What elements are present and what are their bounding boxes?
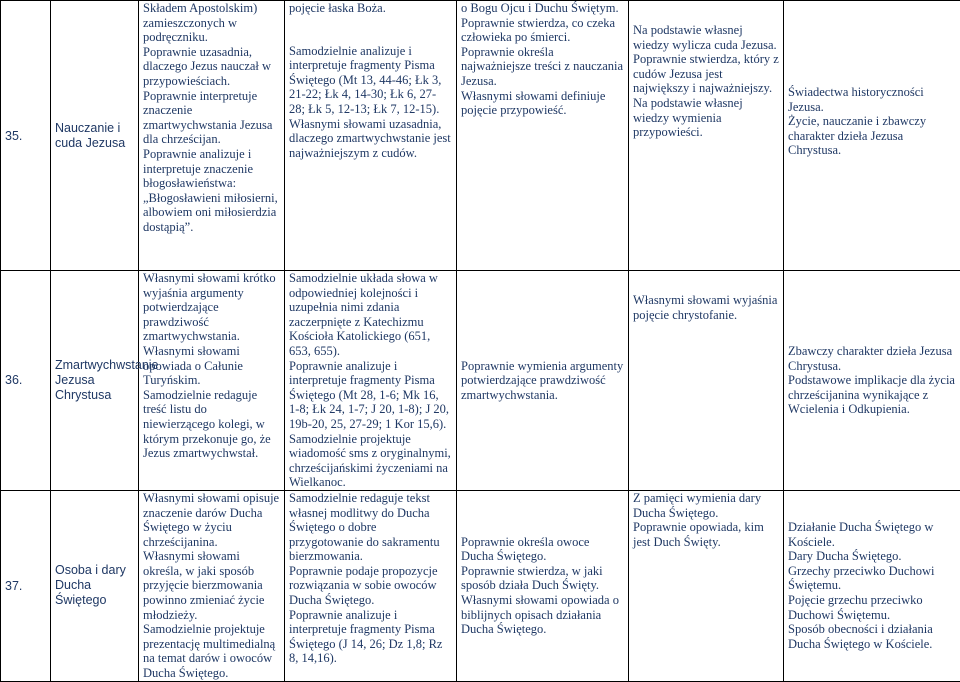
requirement-text: Poprawnie analizuje i interpretuje fragmenty Pisma Świętego (Mt 28, 1-6; Mk 16, 1-8; Łk 24, 1-7; J 20, 1-8); J 20, 19b-20, 25, 27-29; 1 Kor 15,6). bbox=[289, 359, 452, 432]
grade-column-6 bbox=[629, 490, 784, 681]
requirement-text: Własnymi słowami uzasadnia, dlaczego zmartwychwstanie jest najważniejszym z cudów. bbox=[289, 117, 452, 161]
lesson-topic: Osoba i dary Ducha Świętego bbox=[51, 490, 139, 681]
requirement-text: Poprawnie określa najważniejsze treści z nauczania Jezusa. bbox=[461, 45, 624, 89]
requirement-text: Poprawnie opowiada, kim jest Duch Święty. bbox=[633, 520, 779, 549]
table-row-35 bbox=[1, 1, 960, 271]
content-column-7 bbox=[784, 271, 960, 491]
lesson-number: 36. bbox=[1, 271, 51, 491]
requirement-text: Samodzielnie projektuje prezentację multimedialną na temat darów i owoców Ducha Świętego. bbox=[143, 622, 280, 680]
grade-column-4 bbox=[285, 1, 457, 271]
requirement-text: Samodzielnie układa słowa w odpowiedniej kolejności i uzupełnia nimi zdania zaczerpnięte z Katechizmu Kościoła Katolickiego (651, 653, 655). bbox=[289, 271, 452, 359]
grade-column-3 bbox=[139, 490, 285, 681]
requirement-text: Poprawnie stwierdza, co czeka człowieka po śmierci. bbox=[461, 16, 624, 45]
requirement-text: Samodzielnie projektuje wiadomość sms z oryginalnymi, chrześcijańskimi życzeniami na Wielkanoc. bbox=[289, 432, 452, 490]
content-text: Sposób obecności i działania Ducha Świętego w Kościele. bbox=[788, 622, 956, 651]
requirement-text: Samodzielnie analizuje i interpretuje fragmenty Pisma Świętego (Mt 13, 44-46; Łk 3, 21-22; Łk 4, 14-30; Łk 6, 27-28; Łk 5, 12-13; Łk 7, 12-15). bbox=[289, 44, 452, 117]
content-text: Podstawowe implikacje dla życia chrześcijanina wynikające z Wcielenia i Odkupienia. bbox=[788, 373, 956, 417]
content-column-7 bbox=[784, 490, 960, 681]
lesson-number: 35. bbox=[1, 1, 51, 271]
grade-column-5 bbox=[457, 271, 629, 491]
requirement-text: Własnymi słowami definiuje pojęcie przypowieść. bbox=[461, 89, 624, 118]
requirement-text: Poprawnie stwierdza, w jaki sposób działa Duch Święty. bbox=[461, 564, 624, 593]
content-text: Zbawczy charakter dzieła Jezusa Chrystusa. bbox=[788, 344, 956, 373]
requirement-text: o Bogu Ojcu i Duchu Świętym. bbox=[461, 1, 624, 16]
requirement-text: Własnymi słowami opowiada o biblijnych opisach działania Ducha Świętego. bbox=[461, 593, 624, 637]
requirement-text: Na podstawie własnej wiedzy wymienia przypowieści. bbox=[633, 96, 779, 140]
table-row-36 bbox=[1, 271, 960, 491]
grade-column-5 bbox=[457, 1, 629, 271]
requirement-text: Samodzielnie redaguje treść listu do niewierzącego kolegi, w którym przekonuje go, że Jezus zmartwychwstał. bbox=[143, 388, 280, 461]
content-text: Pojęcie grzechu przeciwko Duchowi Świętemu. bbox=[788, 593, 956, 622]
grade-column-6 bbox=[629, 1, 784, 271]
lesson-number: 37. bbox=[1, 490, 51, 681]
table-row-37 bbox=[1, 490, 960, 681]
requirement-text: Własnymi słowami opisuje znaczenie darów Ducha Świętego w życiu chrześcijanina. bbox=[143, 491, 280, 549]
requirement-text: Poprawnie analizuje i interpretuje znaczenie błogosławieństwa: „Błogosławieni miłosierni, albowiem oni miłosierdzia dostąpią”. bbox=[143, 147, 280, 235]
content-text: Świadectwa historyczności Jezusa. bbox=[788, 85, 956, 114]
requirement-text: Poprawnie analizuje i interpretuje fragmenty Pisma Świętego (J 14, 26; Dz 1,8; Rz 8, 14,16). bbox=[289, 608, 452, 666]
grade-column-5 bbox=[457, 490, 629, 681]
requirement-text: Składem Apostolskim) zamieszczonych w podręczniku. bbox=[143, 1, 280, 45]
grade-column-4 bbox=[285, 271, 457, 491]
requirement-text: Własnymi słowami krótko wyjaśnia argumenty potwierdzające prawdziwość zmartwychwstania. bbox=[143, 271, 280, 344]
requirement-text: Poprawnie wymienia argumenty potwierdzające prawdziwość zmartwychwstania. bbox=[461, 359, 624, 403]
content-text: Dary Ducha Świętego. bbox=[788, 549, 956, 564]
grade-column-3 bbox=[139, 271, 285, 491]
content-text: Działanie Ducha Świętego w Kościele. bbox=[788, 520, 956, 549]
requirement-text: Na podstawie własnej wiedzy wylicza cuda Jezusa. bbox=[633, 23, 779, 52]
requirement-text: pojęcie łaska Boża. bbox=[289, 1, 452, 16]
requirement-text: Poprawnie stwierdza, który z cudów Jezusa jest największy i najważniejszy. bbox=[633, 52, 779, 96]
requirement-text: Własnymi słowami określa, w jaki sposób przyjęcie bierzmowania powinno zmieniać życie młodzieży. bbox=[143, 549, 280, 622]
requirement-text: Samodzielnie redaguje tekst własnej modlitwy do Ducha Świętego o dobre przygotowanie do sakramentu bierzmowania. bbox=[289, 491, 452, 564]
requirement-text: Poprawnie określa owoce Ducha Świętego. bbox=[461, 535, 624, 564]
requirement-text: Poprawnie uzasadnia, dlaczego Jezus nauczał w przypowieściach. bbox=[143, 45, 280, 89]
grade-column-3 bbox=[139, 1, 285, 271]
requirement-text: Własnymi słowami opowiada o Całunie Turyńskim. bbox=[143, 344, 280, 388]
content-text: Życie, nauczanie i zbawczy charakter dzieła Jezusa Chrystusa. bbox=[788, 114, 956, 158]
content-column-7 bbox=[784, 1, 960, 271]
lesson-topic: Nauczanie i cuda Jezusa bbox=[51, 1, 139, 271]
lesson-topic: Zmartwychwstanie Jezusa Chrystusa bbox=[51, 271, 139, 491]
requirement-text: Z pamięci wymienia dary Ducha Świętego. bbox=[633, 491, 779, 520]
requirement-text: Własnymi słowami wyjaśnia pojęcie chrystofanie. bbox=[633, 293, 779, 322]
content-text: Grzechy przeciwko Duchowi Świętemu. bbox=[788, 564, 956, 593]
requirement-text: Poprawnie interpretuje znaczenie zmartwychwstania Jezusa dla chrześcijan. bbox=[143, 89, 280, 147]
grade-column-4 bbox=[285, 490, 457, 681]
requirement-text: Poprawnie podaje propozycje rozwiązania w sobie owoców Ducha Świętego. bbox=[289, 564, 452, 608]
grade-column-6 bbox=[629, 271, 784, 491]
